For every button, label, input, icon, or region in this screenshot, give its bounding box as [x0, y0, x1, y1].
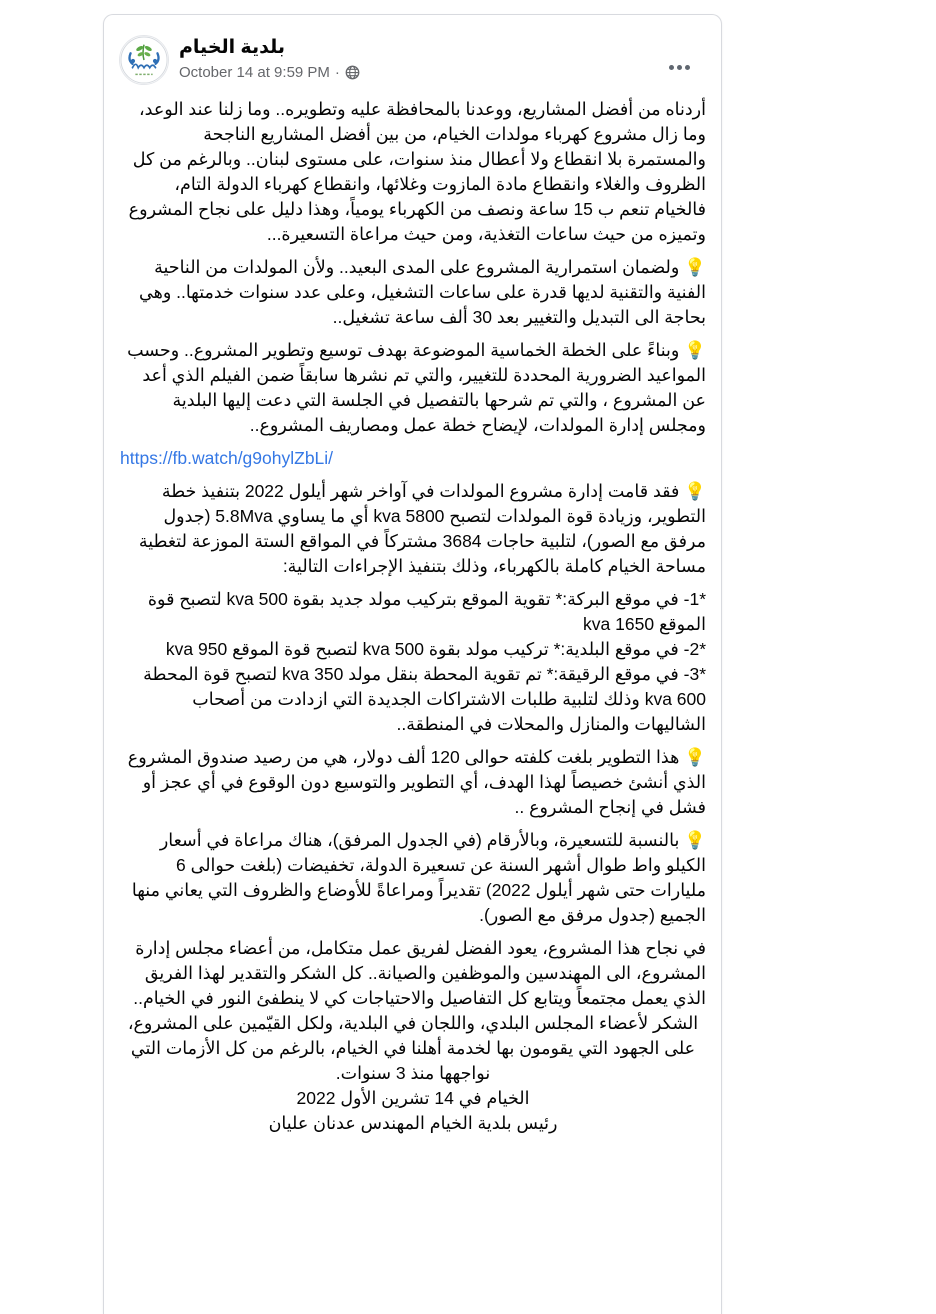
avatar[interactable]: [119, 35, 169, 85]
post-date-line: الخيام في 14 تشرين الأول 2022: [296, 1088, 530, 1108]
globe-icon: [345, 65, 360, 80]
post-list-item-1: *1- في موقع البركة:* تقوية الموقع بتركيب مولد جديد بقوة 500 kva لتصبح قوة الموقع 1650 kva: [147, 589, 706, 634]
facebook-post-card: [103, 14, 722, 1314]
timestamp-row: [179, 63, 360, 82]
post-list-item-3: *3- في موقع الرقيقة:* تم تقوية المحطة بنقل مولد 350 kva لتصبح قوة المحطة 600 kva وذلك لتلبية طلبات الاشتراكات الجديدة التي ازدادت من أصحاب الشاليهات والمنازل والمحلات في المنطقة..: [143, 664, 706, 734]
header-text: [179, 35, 360, 82]
post-options-ellipsis-icon[interactable]: [661, 55, 697, 79]
post-timestamp[interactable]: October 14 at 9:59 PM: [179, 64, 330, 81]
post-paragraph-cost: 💡 هذا التطوير بلغت كلفته حوالى 120 ألف دولار، هي من رصيد صندوق المشروع الذي أنشئ خصيصاً لهذا الهدف، أي التطوير والتوسيع دون الوقوع في أي عجز أو فشل في إنجاح المشروع ..: [127, 747, 706, 817]
post-paragraph-continuity: 💡 ولضمان استمرارية المشروع على المدى البعيد.. ولأن المولدات من الناحية الفنية والتقنية لديها قدرة على ساعات التشغيل، وعلى عدد سنوات خدمتها.. وهي بحاجة الى التبديل والتغيير بعد 30 ألف ساعة تشغيل..: [139, 257, 706, 327]
post-header: [104, 15, 721, 91]
post-paragraph-team: في نجاح هذا المشروع، يعود الفضل لفريق عمل متكامل، من أعضاء مجلس إدارة المشروع، الى المهندسين والموظفين والصيانة.. كل الشكر والتقدير لهذا الفريق الذي يعمل مجتمعاً ويتابع كل التفاصيل والاحتياجات كي لا ينطفئ النور في الخيام..: [133, 938, 706, 1008]
post-paragraph-pricing: 💡 بالنسبة للتسعيرة، وبالأرقام (في الجدول المرفق)، هناك مراعاة في أسعار الكيلو واط طوال أشهر السنة عن تسعيرة الدولة، تخفيضات (بلغت حوالى 6 مليارات حتى شهر أيلول 2022) تقديراً ومراعاةً للأوضاع والظروف التي يعاني منها الجميع (جدول مرفق مع الصور).: [131, 830, 706, 925]
fb-watch-link[interactable]: https://fb.watch/g9ohylZbLi/: [120, 448, 334, 468]
post-list-item-2: *2- في موقع البلدية:* تركيب مولد بقوة 500 kva لتصبح قوة الموقع 950 kva: [165, 639, 706, 659]
post-paragraph-intro: أردناه من أفضل المشاريع، ووعدنا بالمحافظة عليه وتطويره.. وما زلنا عند الوعد، وما زال مشروع كهرباء مولدات الخيام، من بين أفضل المشاريع الناجحة والمستمرة بلا انقطاع ولا أعطال منذ سنوات، على مستوى لبنان.. وبالرغم من كل الظروف والغلاء وانقطاع مادة المازوت وغلائها، وانقطاع كهرباء الدولة التام، فالخيام تنعم ب 15 ساعة ونصف من الكهرباء يومياً، وهذا دليل على نجاح المشروع وتميزه من حيث ساعات التغذية، ومن حيث مراعاة التسعيرة...: [128, 99, 706, 244]
post-paragraph-plan: 💡 وبناءً على الخطة الخماسية الموضوعة بهدف توسيع وتطوير المشروع.. وحسب المواعيد الضرورية المحددة للتغيير، والتي تم نشرها سابقاً ضمن الفيلم الذي أعد عن المشروع ، والتي تم شرحها بالتفصيل في الجلسة التي دعت إليها البلدية ومجلس إدارة المولدات، لإيضاح خطة عمل ومصاريف المشروع..: [127, 340, 706, 435]
post-paragraph-execution: 💡 فقد قامت إدارة مشروع المولدات في آواخر شهر أيلول 2022 بتنفيذ خطة التطوير، وزيادة قوة المولدات لتصبح 5800 kva أي ما يساوي 5.8Mva (جدول مرفق مع الصور)، لتلبية حاجات 3684 مشتركاً في المواقع الستة الموزعة لتغطية مساحة الخيام كاملة بالكهرباء، وذلك بتنفيذ الإجراءات التالية:: [138, 481, 706, 576]
post-signature-line: رئيس بلدية الخيام المهندس عدنان عليان: [268, 1113, 558, 1133]
page-name-link[interactable]: بلدية الخيام: [179, 37, 285, 58]
post-body: [104, 91, 721, 1154]
post-paragraph-thanks: الشكر لأعضاء المجلس البلدي، واللجان في البلدية، ولكل القيّمين على المشروع، على الجهود التي يقومون بها لخدمة أهلنا في الخيام، بالرغم من كل الأزمات التي نواجهها منذ 3 سنوات.: [127, 1013, 699, 1083]
municipality-logo-icon: [120, 36, 168, 84]
timestamp-separator: ·: [334, 64, 340, 81]
